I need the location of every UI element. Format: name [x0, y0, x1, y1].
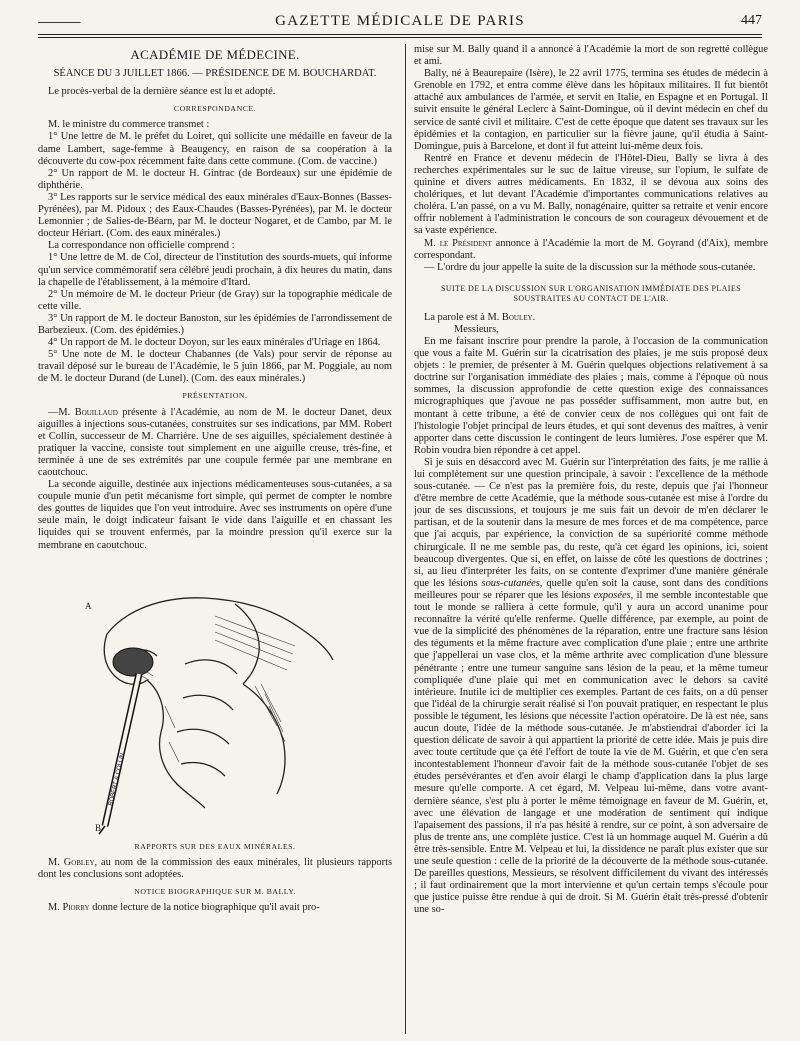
speech-emphasis-1: sous-cutanées	[481, 577, 540, 589]
speech-text-b: , quelle qu'en soit la cause, sont dans des conditions meilleures pour se réparer que les lésions	[414, 577, 768, 601]
parole-line	[414, 312, 768, 324]
hand-syringe-illustration	[65, 556, 365, 836]
ministre-line: M. le ministre du commerce transmet :	[48, 119, 210, 131]
speech-paragraph-1: En me faisant inscrire pour prendre la parole, à l'occasion de la communication que vous a faite M. Guérin sur la cicatrisation des plaies, je me suis proposé deux objets : le premier, de présenter à M. Guérin quelques objections relativement à sa doctrine sur l'organisation immédiate des plaies ; mais, comme à l'époque où nous sommes, la discussion approfondie de cette question exige des connaissances micrographiques que j'avoue ne pas posséder suffisamment, mon autre but, en montant à cette tribune, a été de convier ceux de nos collègues qui ont fait de l'histologie l'objet principal de leurs études, et qui sont devenus des maîtres, à venir apporter dans cette discussion le contingent de leurs lumières. J'ose espérer que M. Robin voudra bien répondre à cet appel.	[414, 335, 768, 456]
bally-biography-2: Rentré en France et devenu médecin de l'Hôtel-Dieu, Bally se livra à des recherches expérimentales sur le suc de laitue vireuse, sur l'opium, le sulfate de quinine et divers autres médicaments. En 1832, il se dévoua aux soins des cholériques, et lut devant l'Académie d'importantes communications relatives au choléra. L'an passé, on a vu M. Bally, nonagénaire, quitter sa retraite et venir encore offrir noblement à l'administration le concours de son courageux dévouement et de sa vaste expérience.	[414, 152, 768, 237]
list-item: 3° Les rapports sur le service médical des eaux minérales d'Eaux-Bonnes (Basses-Pyrénées), par M. Pidoux ; des Eaux-Chaudes (Basses-Pyrénées), par M. le docteur Lemonnier ; de Salies-de-Béarn, par M. le docteur Nogaret, et de Cambo, par M. le docteur Hériart. (Com. des eaux minérales.)	[38, 191, 392, 240]
list-item: 1° Une lettre de M. le préfet du Loiret, qui sollicite une médaille en faveur de la dame Lambert, sage-femme à Beaugency, en raison de sa coopération à la découverte du cow-pox récemment faite dans cette commune. (Com. de vaccine.)	[38, 131, 392, 167]
header-double-rule	[38, 37, 762, 38]
right-column	[414, 44, 768, 1039]
seance-line: SÉANCE DU 3 JUILLET 1866. — PRÉSIDENCE DE M. BOUCHARDAT.	[53, 68, 377, 80]
list-item: 4° Un rapport de M. le docteur Doyon, sur les eaux minérales d'Uriage en 1864.	[48, 337, 381, 349]
gobley-paragraph: M. Gobley, au nom de la commission des eaux minérales, lit plusieurs rapports dont les conclusions sont adoptées.	[38, 856, 392, 880]
bouillaud-paragraph: —M. Bouillaud présente à l'Académie, au nom de M. le docteur Danet, deux aiguilles à injections sous-cutanées, construites sur ses indications, par MM. Robert et Collin, successeur de M. Charrière. Une de ses aiguilles, spécialement destinée à pratiquer la vaccine, consiste tout simplement en une aiguille creuse, très-fine, et terminée à une de ses extrémités par une coupule fermée par une membrane en caoutchouc.	[38, 406, 392, 478]
notice-heading: NOTICE BIOGRAPHIQUE SUR M. BALLY.	[134, 886, 296, 896]
parole-pre: La parole est à M.	[424, 311, 502, 323]
piorry-paragraph: M. Piorry donne lecture de la notice biographique qu'il avait pro-	[48, 902, 320, 914]
engraving-text: ROBERT & COLLIN	[108, 752, 127, 807]
salutation: Messieurs,	[454, 323, 499, 335]
list-item: 2° Un mémoire de M. le docteur Prieur (de Gray) sur la topographie médicale de cette ville.	[38, 288, 392, 312]
figure-label-a: A	[85, 600, 92, 611]
seconde-aiguille-paragraph: La seconde aiguille, destinée aux injections médicamenteuses sous-cutanées, a sa coupule munie d'un petit mécanisme fort simple, qui permet de compter le nombre des gouttes de liquides que l'on veut introduire. Avec ses instruments on opère d'une seule main, le doigt indicateur faisant le vide dans l'aiguille et en chassant les liquides qui se trouvent enfermés, par la moindre pression qu'il exerce sur la membrane en caoutchouc.	[38, 479, 392, 551]
journal-title: GAZETTE MÉDICALE DE PARIS	[275, 13, 525, 29]
list-item: 3° Un rapport de M. le docteur Banoston, sur les épidémies de l'arrondissement de Barbezieux. (Com. des épidémies.)	[38, 312, 392, 336]
rapports-heading: RAPPORTS SUR DES EAUX MINÉRALES.	[134, 841, 296, 851]
bouillaud-name: Bouillaud	[74, 406, 118, 418]
president-label: M. le Président	[424, 237, 492, 249]
speech-paragraph-2	[414, 457, 768, 917]
syringe-figure	[65, 556, 365, 836]
parole-name: Bouley	[501, 311, 533, 323]
column-rule	[405, 44, 406, 1034]
gobley-name: Gobley	[63, 856, 95, 868]
speech-text-c: , il me semble incontestable que tout le monde se ralliera à cette formule, qu'il y aura un accord unanime pour reconnaître la vérité qu'elle renferme. Quelle différence, par exemple, au point de vue de la simplicité des phénomènes de la réparation, entre une fracture sans lésion des téguments et la même fracture avec complication d'une plaie ; entre une arthrite que j'appellerai un vase clos, et la même arthrite avec complication d'une blessure pénétrante ; entre une tumeur sanguine sans lésion de la peau, et la même tumeur compliquée d'une plaie qui met en communication avec le dehors sa cavité intérieure. Inutile ici de multiplier ces exemples. Partant de ces faits, on a dû penser que l'idéal de la chirurgie serait réalisé si l'on pouvait pratiquer, en respectant le plus possible le tégument, les lésions que nécessite l'action opératoire. De là est née, sans aucun doute, l'idée de la méthode sous-cutanée. Je m'abstiendrai d'aborder ici la question délicate de savoir à qui appartient la priorité de cette idée. Mais je puis dire avec toute certitude que ça été l'effort de toute la vie de M. Guérin, et que c'en sera incontestablement l'honneur d'avoir fait de la méthode sous-cutanée l'objet de ses études persévérantes et d'en avoir élargi le champ d'application dans la plus large mesure qu'elle comporte. A cet égard, M. Velpeau lui-même, dans votre avant-dernière séance, s'est plu à porter le même témoignage en faveur de M. Guérin, et, avec une élévation de langage et une modération de sentiment qui indique l'apaisement des passions, il n'a pas hésité à rendre, sur ce point, à son adversaire de plus de trente ans, une complète justice. C'est là un hommage auquel M. Guérin a dû être très-sensible. Entre M. Velpeau et lui, la dissidence ne paraît plus exister que sur une seule question : celle de la priorité de la découverte de la méthode sous-cutanée. De pareilles questions, Messieurs, se résolvent difficilement du vivant des intéressés ; il faut ordinairement que la mort intervienne et qu'un certain temps s'écoule pour que justice puisse être rendue à qui de droit. Si M. Guérin était très-pressé d'obtenir une so-	[414, 589, 768, 916]
proces-verbal: Le procès-verbal de la dernière séance est lu et adopté.	[48, 86, 276, 98]
parole-end: .	[532, 311, 536, 323]
bally-biography-1: Bally, né à Beaurepaire (Isère), le 22 avril 1775, termina ses études de médecin à Grenoble en 1792, et entra comme élève dans les hôpitaux militaires. Il fut bientôt attaché aux ambulances de l'armée, et servit en Italie, en Espagne et en Portugal. Il suivit ensuite le général Leclerc à Saint-Domingue, où il devint médecin en chef du service de santé civil et militaire. C'est de cette époque que datent ses travaux sur les épidémies et la contagion, en particulier sur la fièvre jaune, qu'il étudia à Saint-Domingue, puis à Barcelone, et dont il fut atteint lui-même deux fois.	[414, 68, 768, 152]
header-rule-ornament: ─────	[38, 15, 81, 29]
continuation-paragraph: mise sur M. Bally quand il a annoncé à l'Académie la mort de son regretté collègue et ami.	[414, 44, 768, 68]
gobley-text: , au nom de la commission des eaux minérales, lit plusieurs rapports dont les conclusions sont adoptées.	[38, 856, 392, 880]
presentation-heading: PRÉSENTATION.	[182, 391, 248, 401]
figure-label-b: B	[95, 822, 102, 833]
list-item: 1° Une lettre de M. de Col, directeur de l'institution des sourds-muets, qui informe qu'un service commémoratif sera célébré jeudi prochain, à dix heures du matin, dans la chapelle de l'établissement, à la mémoire d'Itard.	[38, 252, 392, 288]
bouillaud-text: présente à l'Académie, au nom de M. le docteur Danet, deux aiguilles à injections sous-cutanées, construites sur ses indications, par MM. Robert et Collin, successeur de M. Charrière. Une de ses aiguilles, spécialement destinée à pratiquer la vaccine, consiste tout simplement en une aiguille creuse, très-fine, et terminée à une de ses extrémités par une coupule fermée par une membrane en caoutchouc.	[38, 406, 392, 478]
list-item: 5° Une note de M. le docteur Chabannes (de Vals) pour servir de réponse au travail déposé sur le bureau de l'Académie, le 5 juin 1866, par M. Poggiale, au nom de M. le docteur Durand (de Lunel). (Com. des eaux minérales.)	[38, 349, 392, 385]
rubber-membrane-icon	[113, 648, 153, 676]
president-text: annonce à l'Académie la mort de M. Goyrand (d'Aix), membre correspondant.	[414, 237, 768, 261]
correspondance-heading: CORRESPONDANCE.	[173, 104, 257, 114]
page-header	[38, 12, 762, 35]
speech-text-a: Si je suis en désaccord avec M. Guérin sur l'interprétation des faits, je me rallie à lui complètement sur une question principale, à savoir : l'excellence de la méthode sous-cutanée. — Ce n'est pas la première fois, du reste, depuis que j'ai l'honneur d'être membre de cette Académie, que la méthode sous-cutanée est mise à l'ordre du jour de ses discussions, et toujours je me suis fait un devoir de m'en déclarer le partisan, et de la soutenir dans la mesure de mes forces et de ma compétence, parce que j'ai acquis, par expérience, la conviction de sa supériorité comme méthode chirurgicale. Il ne me semble pas, du reste, qu'à cet égard les opinions, ici, soient beaucoup divergentes. Que si, en effet, on laisse de côté les questions de doctrines ; si, au lieu d'interpréter les faits, on se contente d'exprimer d'une manière générale que les lésions	[414, 456, 768, 589]
left-column	[38, 44, 392, 1039]
ordre-du-jour: — L'ordre du jour appelle la suite de la discussion sur la méthode sous-cutanée.	[424, 261, 756, 273]
discussion-heading: SUITE DE LA DISCUSSION SUR L'ORGANISATION IMMÉDIATE DES PLAIES SOUSTRAITES AU CONTACT DE L'AIR.	[440, 283, 742, 303]
speech-emphasis-2: exposées	[593, 589, 631, 601]
non-officielle-line: La correspondance non officielle comprend :	[48, 240, 235, 252]
piorry-text: donne lecture de la notice biographique qu'il avait pro-	[89, 902, 320, 914]
section-title: ACADÉMIE DE MÉDECINE.	[130, 47, 300, 62]
page-number: 447	[741, 13, 762, 28]
president-paragraph	[414, 238, 768, 262]
list-item: 2° Un rapport de M. le docteur H. Gintrac (de Bordeaux) sur une épidémie de diphthérie.	[38, 167, 392, 191]
piorry-name: Piorry	[62, 902, 90, 914]
